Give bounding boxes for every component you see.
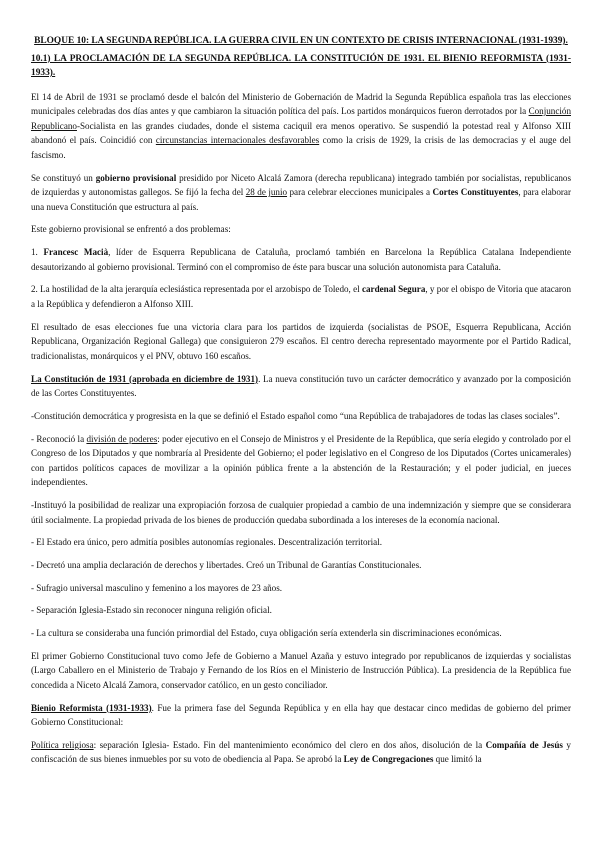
paragraph-problem-2: 2. La hostilidad de la alta jerarquía eclesiástica representada por el arzobispo de Toledo, el cardenal Segura, y por el obispo de Vitoria que atacaron a la República y defendieron a Alfonso XIII. — [31, 284, 571, 309]
paragraph-election-results: El resultado de esas elecciones fue una victoria clara para los partidos de izquierda (socialistas de PSOE, Esquerra Republicana, Acción Republicana, Organización Regional Gallega) que consiguieron 279 escaños. El centro derecha representado mayormente por el Partido Radical, tradicionalistas, monárquicos y el PNV, obtuvo 160 escaños. — [31, 321, 571, 361]
paragraph-first-government: El primer Gobierno Constitucional tuvo como Jefe de Gobierno a Manuel Azaña y estuvo integrado por republicanos de izquierdas y socialistas (Largo Caballero en el Ministerio de Trabajo y Fernando de los Ríos en el Ministerio de Instrucción Pública). La presidencia de la República fue concedida a Niceto Alcalá Zamora, conservador católico, en un gesto conciliador. — [31, 650, 571, 690]
constitution-point-suffrage: - Sufragio universal masculino y femenino a los mayores de 23 años. — [31, 582, 283, 593]
paragraph-proclamation: El 14 de Abril de 1931 se proclamó desde el balcón del Ministerio de Gobernación de Madrid la Segunda República española tras las elecciones municipales celebradas dos días antes y que cambiaron la situación política del país. Los partidos monárquicos fueron derrotados por la Conjunción Republicano-Socialista en las grandes ciudades, donde el sistema caciquil era menos operativo. Se suspendió la potestad real y Alfonso XIII abandonó el país. Coincidió con circunstancias internacionales desfavorables como la crisis de 1929, la crisis de las democracias y el auge del fascismo. — [31, 91, 571, 160]
paragraph-religious-policy: Política religiosa: separación Iglesia- Estado. Fin del mantenimiento económico del clero en dos años, disolución de la Compañía de Jesús y confiscación de sus bienes inmuebles por su voto de obediencia al Papa. Se aprobó la Ley de Congregaciones que limitó la — [31, 739, 571, 765]
constitution-point-powers: - Reconoció la división de poderes: poder ejecutivo en el Consejo de Ministros y el Presidente de la República, que sería elegido y controlado por el Congreso de los Diputados y que nombraría al Presidente del Gobierno; el poder legislativo en el Congreso de los Diputados (Cortes unicamerales) con partidos políticos capaces de movilizar a la opinión pública frente a la abstención de la Restauración; y el poder judicial, en jueces independientes. — [31, 433, 571, 488]
paragraph-provisional-government: Se constituyó un gobierno provisional presidido por Niceto Alcalá Zamora (derecha republicana) integrado también por socialistas, republicanos de izquierdas y autonomistas gallegos. Se fijó la fecha del 28 de junio para celebrar elecciones municipales a Cortes Constituyentes, para elaborar una nueva Constitución que estructura al país. — [31, 172, 572, 212]
paragraph-two-problems: Este gobierno provisional se enfrentó a dos problemas: — [31, 224, 231, 235]
constitution-point-state: - El Estado era único, pero admitía posibles autonomías regionales. Descentralización territorial. — [31, 537, 382, 548]
constitution-point-expropriation: -Instituyó la posibilidad de realizar una expropiación forzosa de cualquier propiedad a cambio de una indemnización y siempre que se considerara útil socialmente. La propiedad privada de los bienes de producción quedaba subordinada a los intereses de la economía nacional. — [31, 500, 571, 525]
constitution-point-church-state: - Separación Iglesia-Estado sin reconocer ninguna religión oficial. — [31, 605, 272, 616]
constitution-point-democratic: -Constitución democrática y progresista en la que se definió el Estado español como “una República de trabajadores de todas las clases sociales”. — [31, 410, 560, 421]
section-title: 10.1) LA PROCLAMACIÓN DE LA SEGUNDA REPÚBLICA. LA CONSTITUCIÓN DE 1931. EL BIENIO REFORMISTA (1931-1933). — [31, 53, 571, 78]
constitution-point-culture: - La cultura se consideraba una función primordial del Estado, cuya obligación sería extenderla sin discriminaciones económicas. — [31, 628, 502, 639]
conjuncion-link-text: Conjunción Republicano — [31, 106, 571, 131]
constitution-point-rights: - Decretó una amplia declaración de derechos y libertades. Creó un Tribunal de Garantías Constitucionales. — [31, 559, 422, 570]
paragraph-problem-1: 1. Francesc Macià, líder de Esquerra Republicana de Cataluña, proclamó también en Barcelona la República Catalana Independiente desautorizando al gobierno provisional. Terminó con el compromiso de éste para buscar una solución autonomista para Cataluña. — [31, 247, 572, 272]
paragraph-bienio-reformista: Bienio Reformista (1931-1933). Fue la primera fase del Segunda República y en ella hay que destacar cinco medidas de gobierno del primer Gobierno Constitucional: — [31, 702, 571, 728]
document-page — [31, 34, 571, 775]
block-title: BLOQUE 10: LA SEGUNDA REPÚBLICA. LA GUERRA CIVIL EN UN CONTEXTO DE CRISIS INTERNACIONAL (1931-1939). — [34, 36, 568, 46]
paragraph-constitution-1931: La Constitución de 1931 (aprobada en diciembre de 1931). La nueva constitución tuvo un carácter democrático y avanzado por la composición de las Cortes Constituyentes. — [31, 373, 571, 399]
